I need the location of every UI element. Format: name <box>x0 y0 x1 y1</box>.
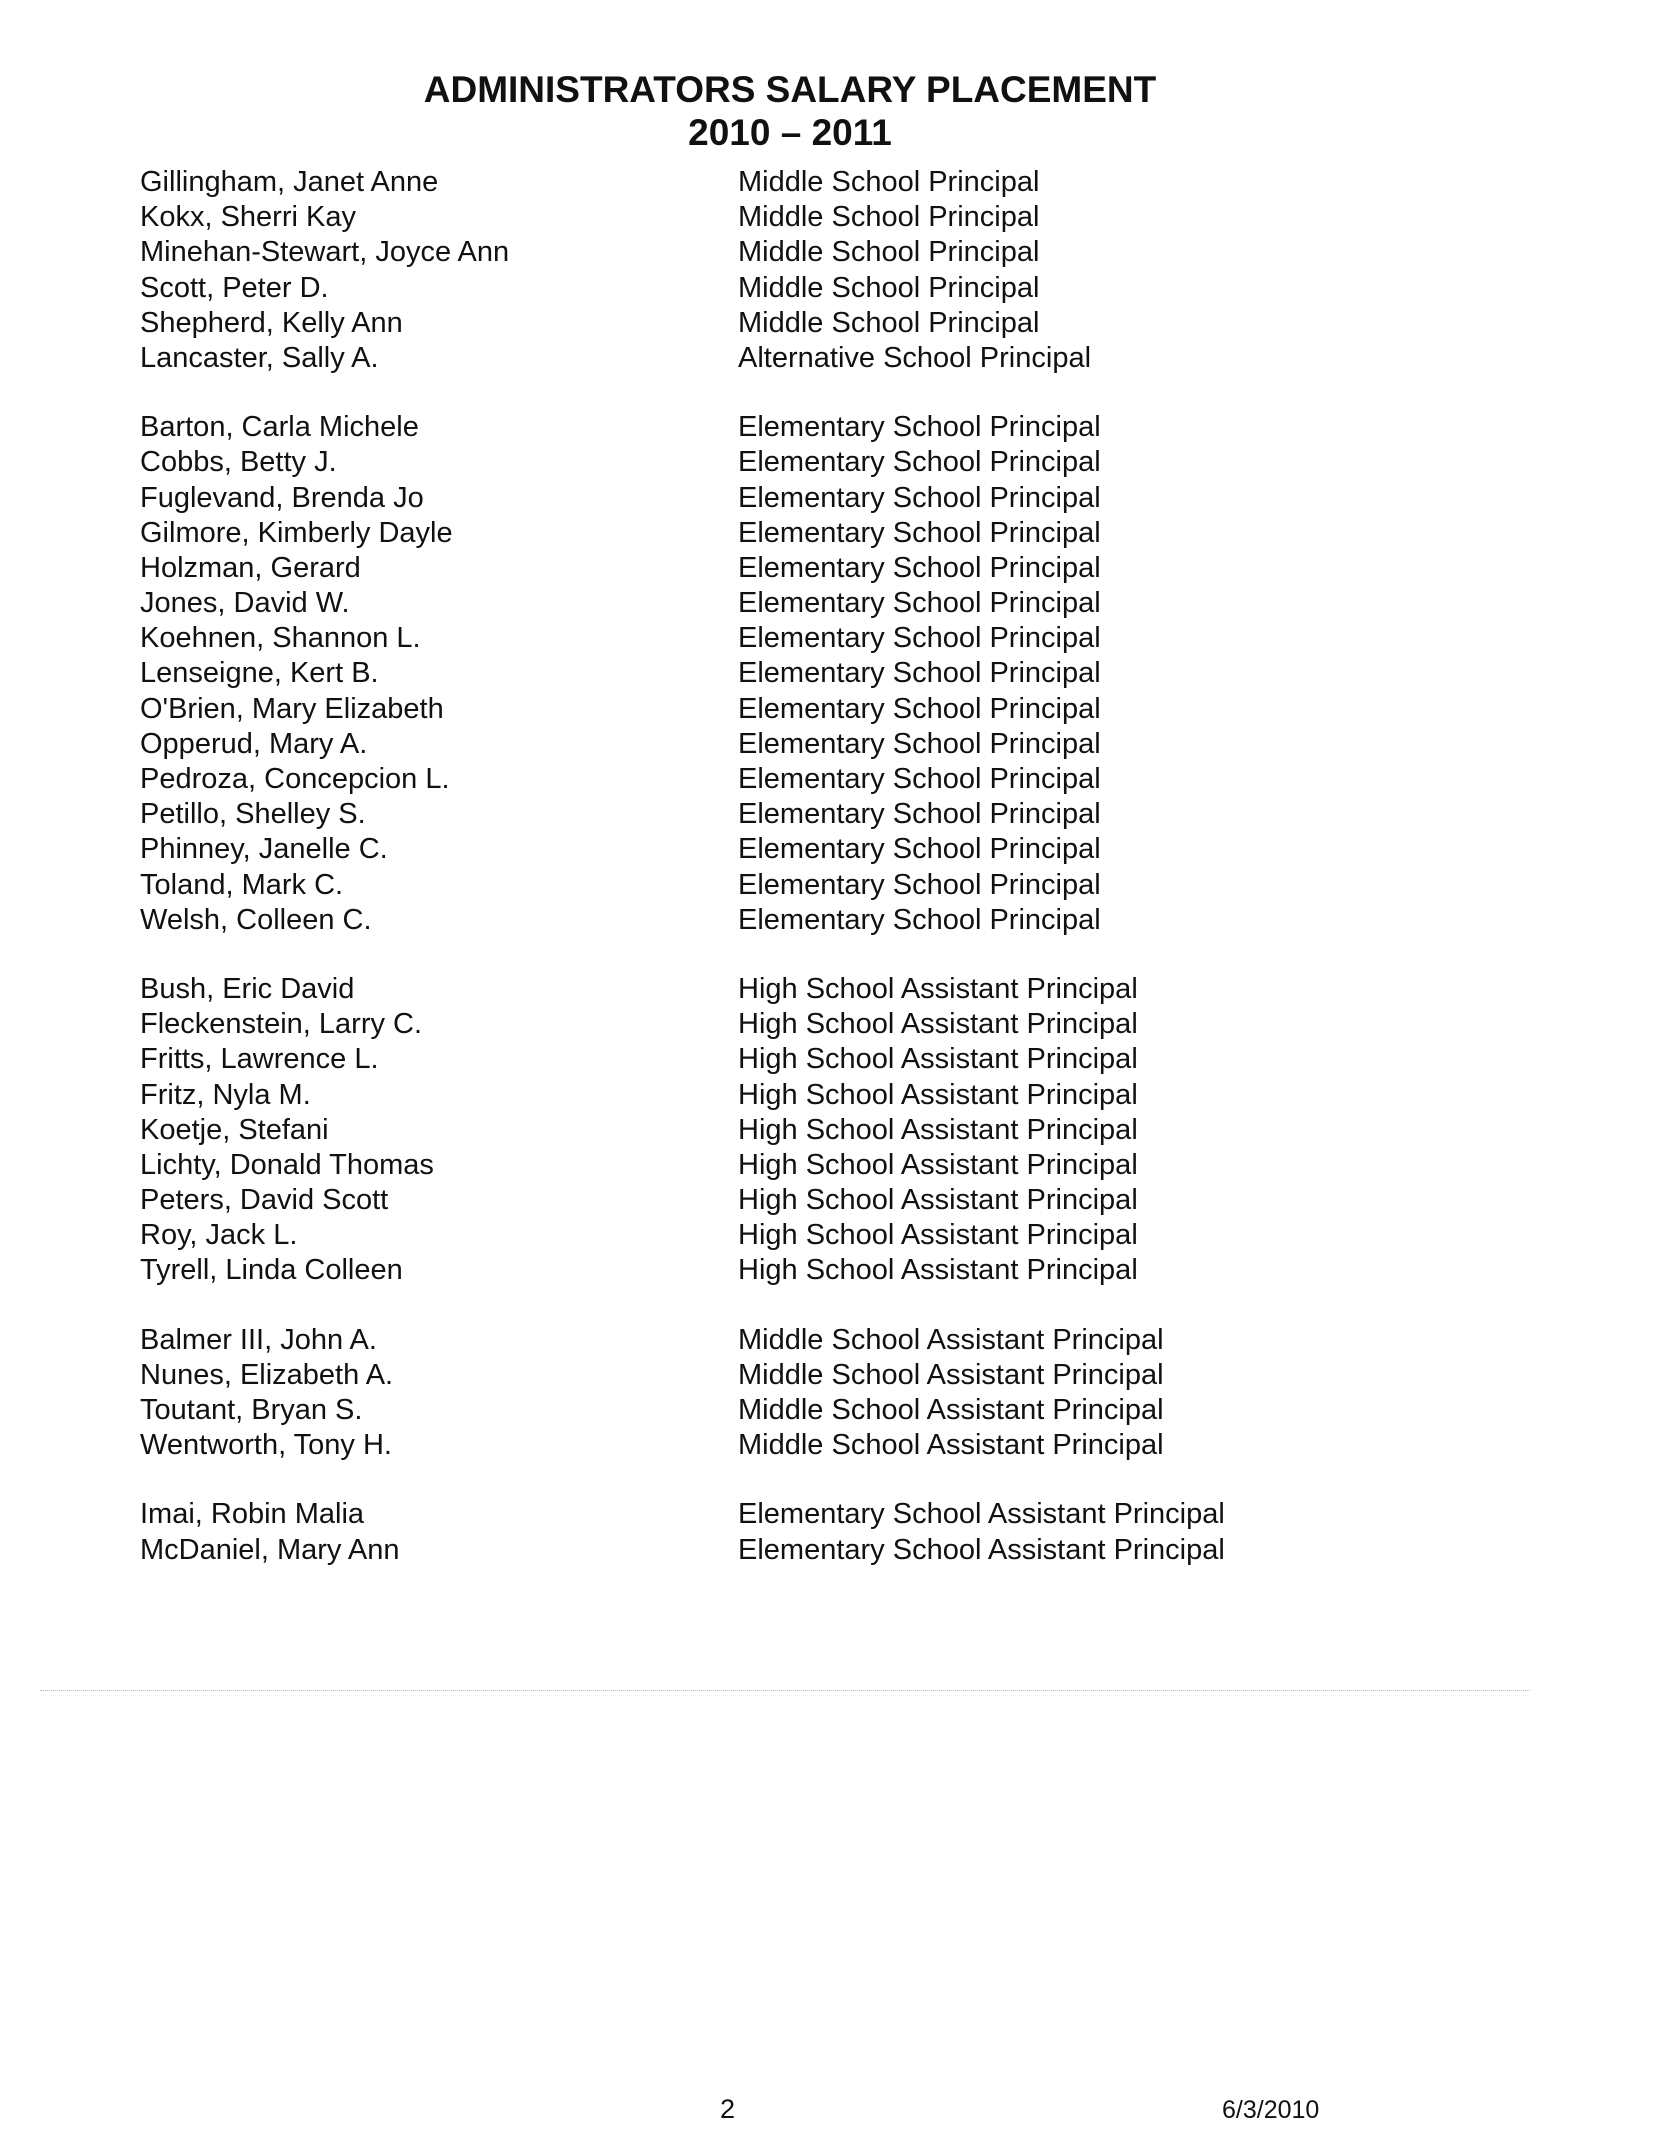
roster-row <box>0 832 1664 867</box>
administrator-position: High School Assistant Principal <box>738 1219 1138 1252</box>
administrator-name: Petillo, Shelley S. <box>140 798 366 831</box>
administrator-name: Opperud, Mary A. <box>140 727 368 760</box>
administrator-position: Elementary School Principal <box>738 446 1101 479</box>
roster-row <box>0 1358 1664 1393</box>
roster-group <box>0 972 1664 1289</box>
administrator-position: High School Assistant Principal <box>738 1254 1138 1287</box>
administrator-position: Elementary School Principal <box>738 411 1101 444</box>
administrator-name: Koehnen, Shannon L. <box>140 622 421 655</box>
roster-row <box>0 1078 1664 1113</box>
administrator-position: Elementary School Assistant Principal <box>738 1498 1225 1531</box>
administrator-name: Wentworth, Tony H. <box>140 1429 392 1462</box>
roster-row <box>0 165 1664 200</box>
administrator-name: Balmer III, John A. <box>140 1323 377 1356</box>
roster-row <box>0 271 1664 306</box>
administrator-position: Elementary School Principal <box>738 798 1101 831</box>
administrator-name: Koetje, Stefani <box>140 1113 329 1146</box>
administrator-name: Toutant, Bryan S. <box>140 1394 363 1426</box>
administrator-name: Holzman, Gerard <box>140 551 361 584</box>
administrator-name: Jones, David W. <box>140 587 350 620</box>
administrator-name: Lichty, Donald Thomas <box>140 1148 434 1181</box>
administrator-name: Gilmore, Kimberly Dayle <box>140 516 453 549</box>
roster-row <box>0 727 1664 762</box>
administrator-name: Minehan-Stewart, Joyce Ann <box>140 236 510 269</box>
page-number: 2 <box>720 2094 736 2124</box>
administrator-position: Elementary School Principal <box>738 551 1101 584</box>
roster-group <box>0 1323 1664 1464</box>
administrator-name: Kokx, Sherri Kay <box>140 201 356 234</box>
administrator-position: Middle School Principal <box>738 236 1040 269</box>
administrator-position: High School Assistant Principal <box>738 972 1138 1005</box>
administrator-position: Elementary School Principal <box>738 692 1101 725</box>
administrator-position: Middle School Principal <box>738 201 1040 234</box>
administrator-position: Elementary School Principal <box>738 868 1101 901</box>
administrator-position: Middle School Principal <box>738 271 1040 304</box>
roster-row <box>0 1323 1664 1358</box>
roster-group <box>0 410 1664 938</box>
roster-row <box>0 656 1664 691</box>
roster-row <box>0 692 1664 727</box>
roster-row <box>0 1113 1664 1148</box>
administrator-name: Phinney, Janelle C. <box>140 833 388 866</box>
roster-row <box>0 972 1664 1007</box>
administrator-position: High School Assistant Principal <box>738 1184 1138 1217</box>
administrator-position: Middle School Principal <box>738 166 1040 198</box>
administrator-position: High School Assistant Principal <box>738 1148 1138 1181</box>
administrator-position: High School Assistant Principal <box>738 1078 1138 1111</box>
roster-row <box>0 1393 1664 1428</box>
roster-row <box>0 797 1664 832</box>
roster-row <box>0 516 1664 551</box>
administrator-name: Welsh, Colleen C. <box>140 903 372 936</box>
administrator-name: Scott, Peter D. <box>140 271 329 304</box>
administrator-position: Elementary School Principal <box>738 833 1101 866</box>
administrator-position: Elementary School Principal <box>738 903 1101 936</box>
roster-group <box>0 165 1664 376</box>
administrator-position: Elementary School Principal <box>738 481 1101 514</box>
administrator-position: Middle School Assistant Principal <box>738 1394 1164 1426</box>
administrator-name: Nunes, Elizabeth A. <box>140 1358 394 1391</box>
administrator-name: Bush, Eric David <box>140 972 355 1005</box>
administrator-name: Tyrell, Linda Colleen <box>140 1254 403 1287</box>
administrator-position: Middle School Principal <box>738 306 1040 339</box>
administrator-name: Shepherd, Kelly Ann <box>140 306 403 339</box>
administrator-position: Elementary School Principal <box>738 516 1101 549</box>
roster-row <box>0 410 1664 445</box>
roster-row <box>0 1218 1664 1253</box>
roster-row <box>0 1007 1664 1042</box>
administrator-name: Lenseigne, Kert B. <box>140 657 379 690</box>
administrator-position: High School Assistant Principal <box>738 1008 1138 1041</box>
roster-row <box>0 1183 1664 1218</box>
administrator-position: High School Assistant Principal <box>738 1043 1138 1076</box>
administrator-position: Middle School Assistant Principal <box>738 1323 1164 1356</box>
roster-row <box>0 762 1664 797</box>
administrator-name: McDaniel, Mary Ann <box>140 1533 400 1566</box>
administrator-name: Barton, Carla Michele <box>140 411 419 444</box>
administrator-name: Fuglevand, Brenda Jo <box>140 481 424 514</box>
administrator-name: Cobbs, Betty J. <box>140 446 337 479</box>
roster-row <box>0 903 1664 938</box>
roster-row <box>0 341 1664 376</box>
administrator-position: Elementary School Principal <box>738 727 1101 760</box>
roster-row <box>0 481 1664 516</box>
administrator-roster <box>0 165 1664 1602</box>
administrator-name: Toland, Mark C. <box>140 868 344 901</box>
administrator-name: Fritts, Lawrence L. <box>140 1043 379 1076</box>
roster-row <box>0 868 1664 903</box>
roster-row <box>0 1253 1664 1288</box>
administrator-position: Alternative School Principal <box>738 341 1092 374</box>
roster-row <box>0 551 1664 586</box>
administrator-name: Imai, Robin Malia <box>140 1498 365 1531</box>
administrator-position: Middle School Assistant Principal <box>738 1429 1164 1462</box>
roster-row <box>0 586 1664 621</box>
roster-row <box>0 445 1664 480</box>
roster-row <box>0 621 1664 656</box>
administrator-position: Elementary School Principal <box>738 587 1101 620</box>
administrator-name: Fleckenstein, Larry C. <box>140 1008 423 1041</box>
administrator-name: Lancaster, Sally A. <box>140 341 379 374</box>
roster-row <box>0 235 1664 270</box>
administrator-name: Pedroza, Concepcion L. <box>140 763 450 795</box>
page-subtitle-year: 2010 – 2011 <box>688 112 892 153</box>
roster-row <box>0 306 1664 341</box>
roster-row <box>0 1428 1664 1463</box>
dotted-divider <box>40 1690 1530 1691</box>
roster-row <box>0 1497 1664 1532</box>
roster-row <box>0 1148 1664 1183</box>
administrator-name: O'Brien, Mary Elizabeth <box>140 692 444 725</box>
administrator-name: Gillingham, Janet Anne <box>140 166 439 198</box>
administrator-name: Peters, David Scott <box>140 1184 389 1217</box>
roster-group <box>0 1497 1664 1567</box>
administrator-position: Middle School Assistant Principal <box>738 1358 1164 1391</box>
roster-row <box>0 1533 1664 1568</box>
administrator-position: High School Assistant Principal <box>738 1113 1138 1146</box>
roster-row <box>0 200 1664 235</box>
administrator-name: Roy, Jack L. <box>140 1219 298 1252</box>
administrator-position: Elementary School Principal <box>738 657 1101 690</box>
administrator-name: Fritz, Nyla M. <box>140 1078 311 1111</box>
roster-row <box>0 1042 1664 1077</box>
administrator-position: Elementary School Principal <box>738 763 1101 795</box>
footer-date: 6/3/2010 <box>1222 2096 1320 2124</box>
administrator-position: Elementary School Principal <box>738 622 1101 655</box>
administrator-position: Elementary School Assistant Principal <box>738 1533 1225 1566</box>
page-title: ADMINISTRATORS SALARY PLACEMENT <box>423 69 1157 110</box>
